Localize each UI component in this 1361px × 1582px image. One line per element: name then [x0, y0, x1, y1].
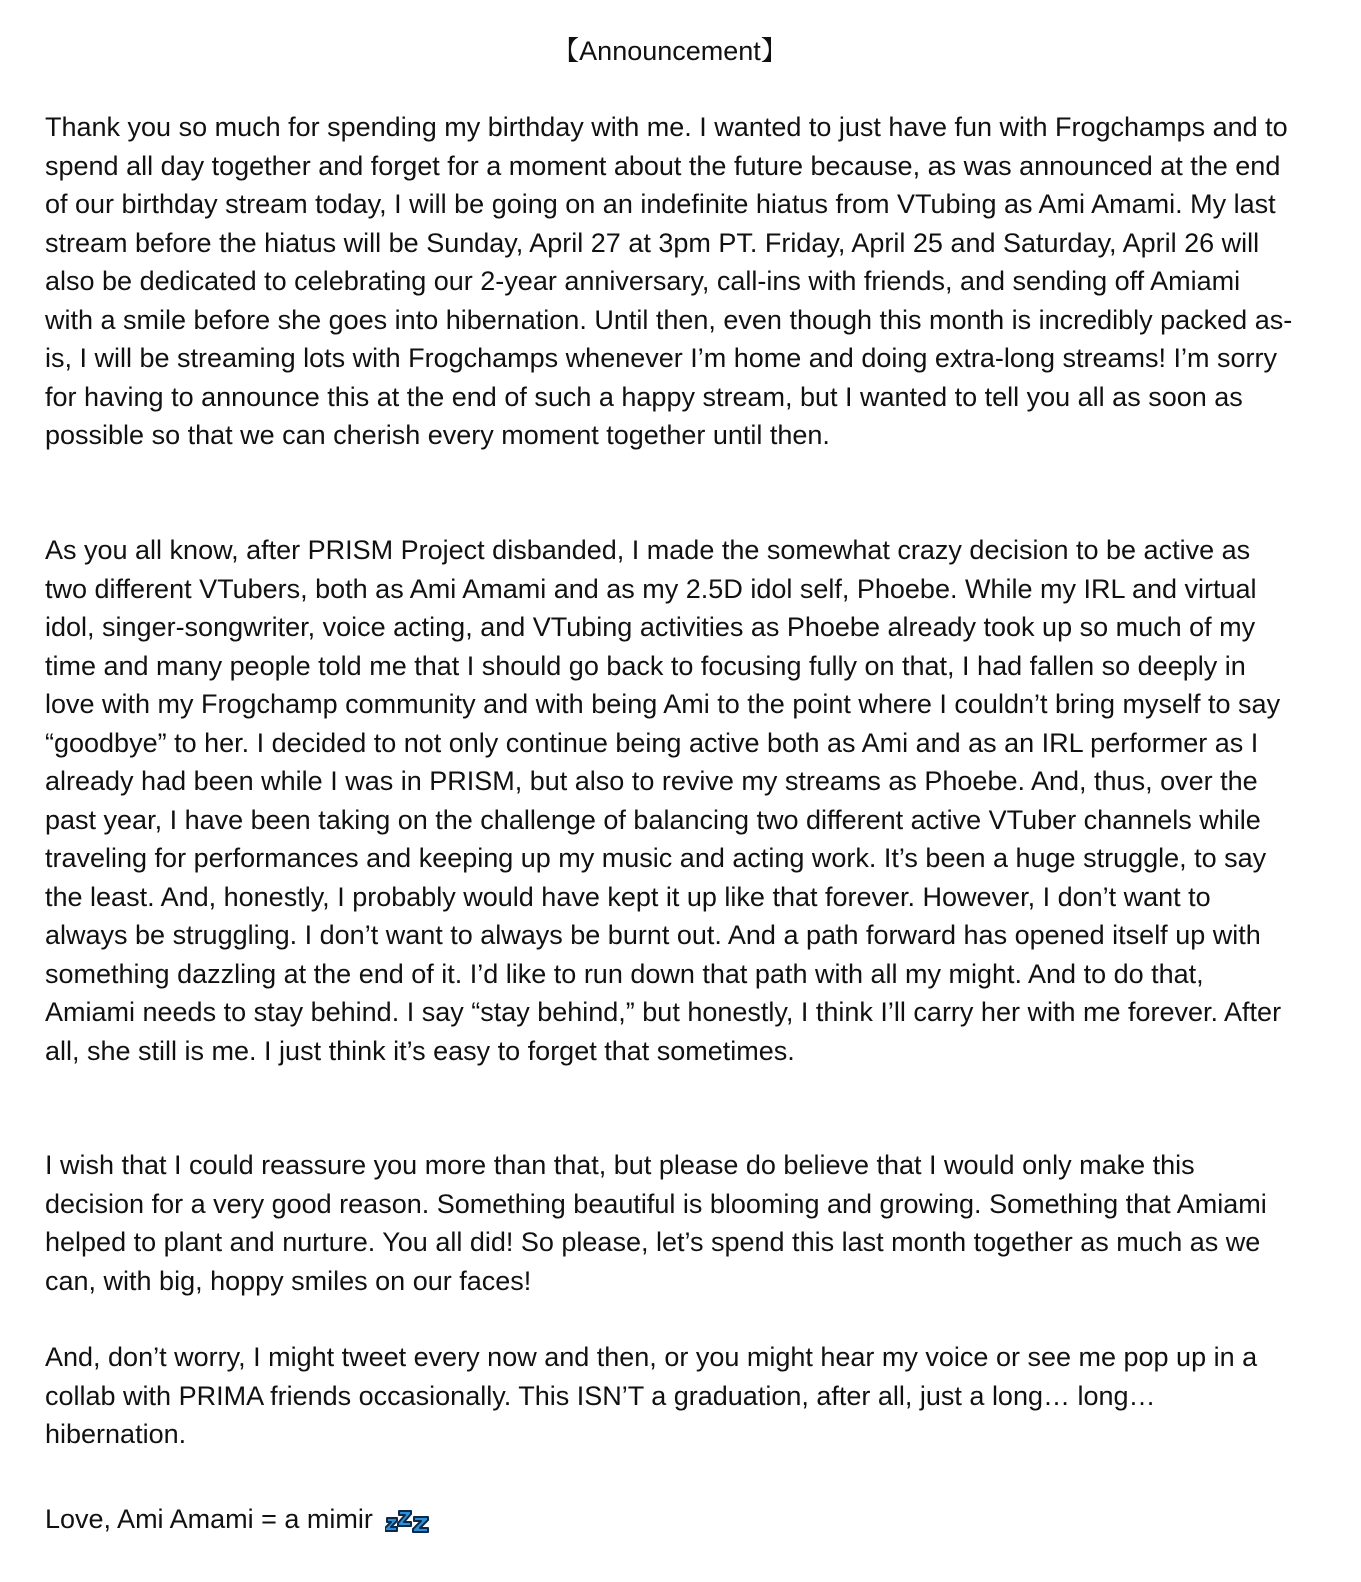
zzz-icon	[385, 1505, 431, 1533]
paragraph-reassurance: I wish that I could reassure you more than that, but please do believe that I would only make this decision for a very good reason. Something beautiful is blooming and growing. Something that Amiami helped to plant and nurture. You all did! So please, let’s spend this last month together as much as we can, with big, hoppy smiles on our faces!	[45, 1150, 1267, 1296]
signature-line	[45, 1500, 1295, 1539]
document-title: 【Announcement】	[552, 36, 788, 66]
paragraph-dont-worry: And, don’t worry, I might tweet every now and then, or you might hear my voice or see me pop up in a collab with PRIMA friends occasionally. This ISN’T a graduation, after all, just a long… long… hibernation.	[45, 1342, 1258, 1449]
signature-text: Love, Ami Amami = a mimir	[45, 1504, 373, 1534]
paragraph-prism-background: As you all know, after PRISM Project disbanded, I made the somewhat crazy decision to be active as two different VTubers, both as Ami Amami and as my 2.5D idol self, Phoebe. While my IRL and virtual idol, singer-songwriter, voice acting, and VTubing activities as Phoebe already took up so much of my time and many people told me that I should go back to focusing fully on that, I had fallen so deeply in love with my Frogchamp community and with being Ami to the point where I couldn’t bring myself to say “goodbye” to her. I decided to not only continue being active both as Ami and as an IRL performer as I already had been while I was in PRISM, but also to revive my streams as Phoebe. And, thus, over the past year, I have been taking on the challenge of balancing two different active VTuber channels while traveling for performances and keeping up my music and acting work. It’s been a huge struggle, to say the least. And, honestly, I probably would have kept it up like that forever. However, I don’t want to always be struggling. I don’t want to always be burnt out. And a path forward has opened itself up with something dazzling at the end of it. I’d like to run down that path with all my might. And to do that, Amiami needs to stay behind. I say “stay behind,” but honestly, I think I’ll carry her with me forever. After all, she still is me. I just think it’s easy to forget that sometimes.	[45, 535, 1282, 1066]
paragraph-birthday-hiatus: Thank you so much for spending my birthday with me. I wanted to just have fun with Frogchamps and to spend all day together and forget for a moment about the future because, as was announced at the end of our birthday stream today, I will be going on an indefinite hiatus from VTubing as Ami Amami. My last stream before the hiatus will be Sunday, April 27 at 3pm PT. Friday, April 25 and Saturday, April 26 will also be dedicated to celebrating our 2-year anniversary, call-ins with friends, and sending off Amiami with a smile before she goes into hibernation. Until then, even though this month is incredibly packed as-is, I will be streaming lots with Frogchamps whenever I’m home and doing extra-long streams! I’m sorry for having to announce this at the end of such a happy stream, but I wanted to tell you all as soon as possible so that we can cherish every moment together until then.	[45, 112, 1293, 450]
